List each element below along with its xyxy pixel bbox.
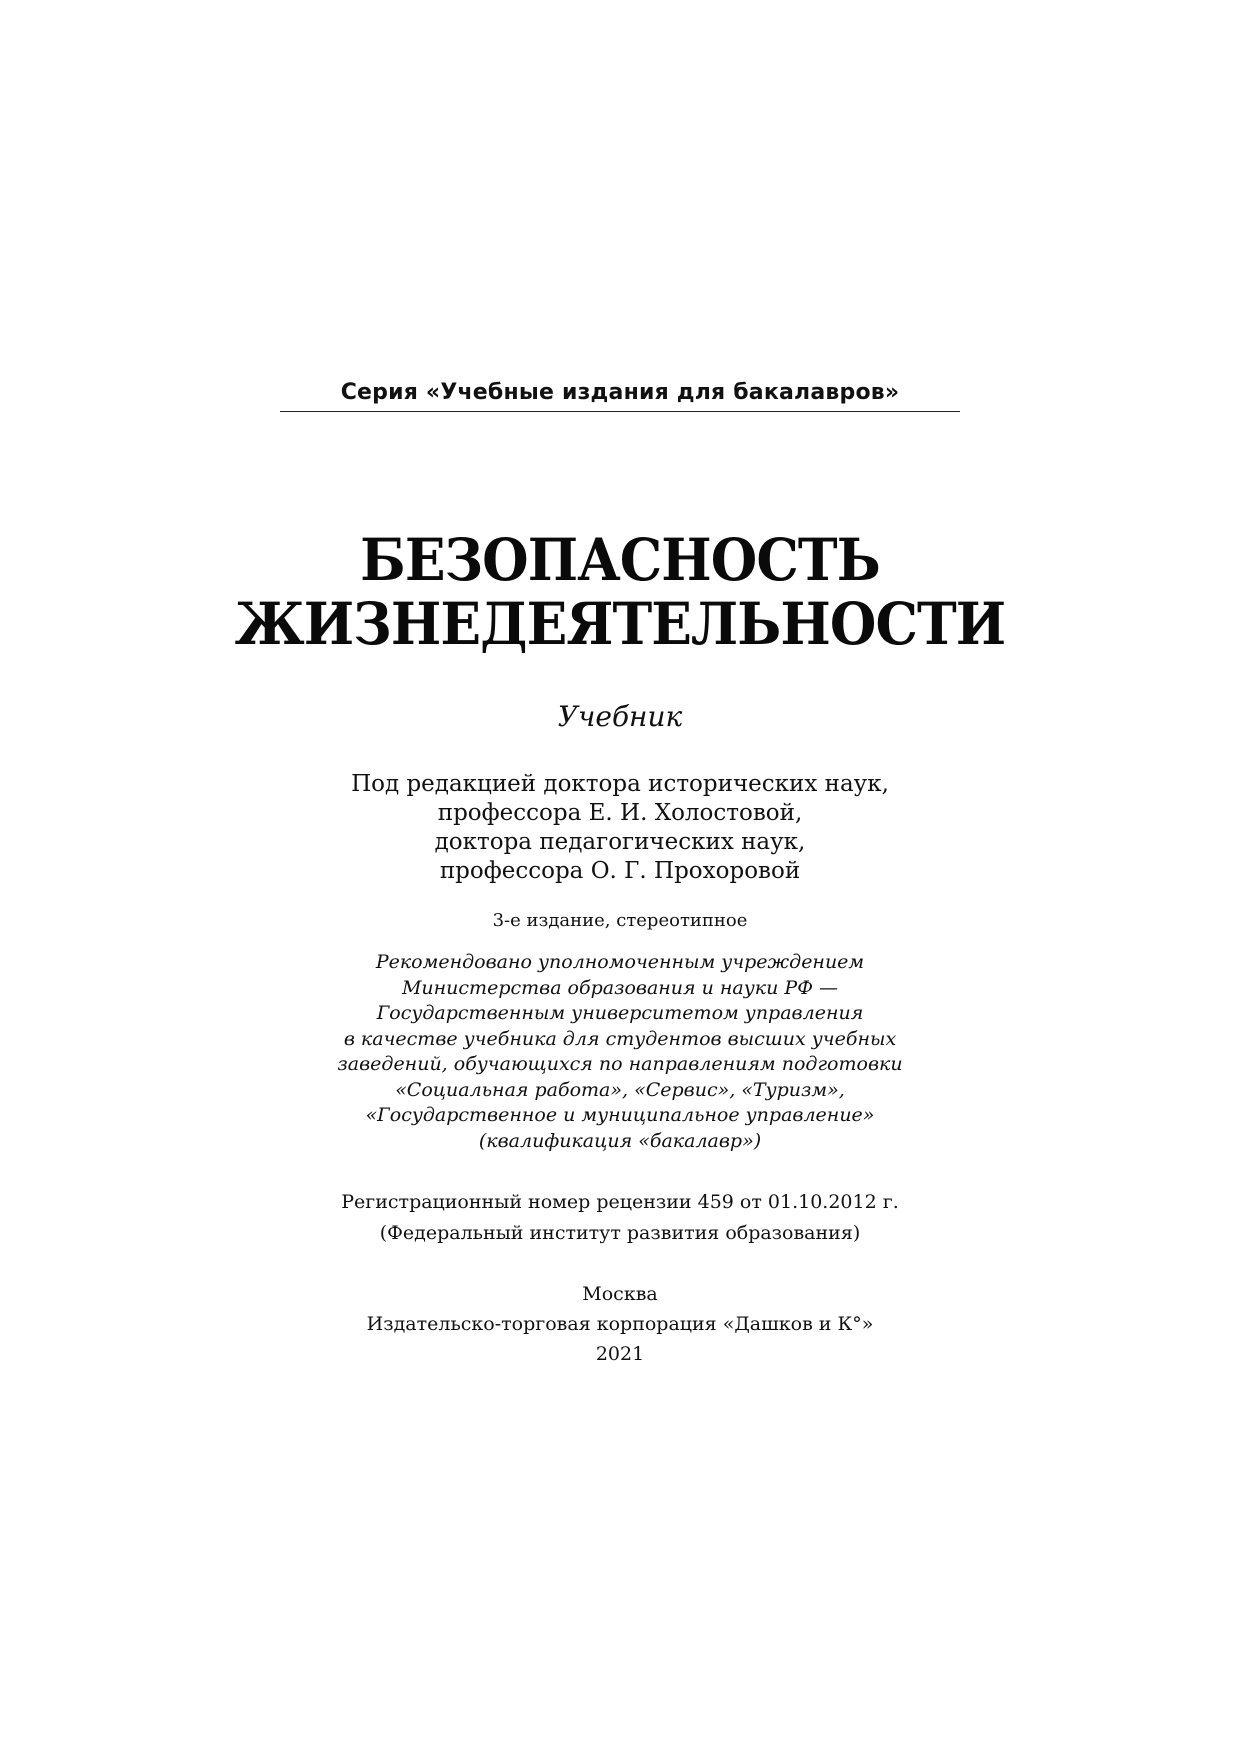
- editors-line: Под редакцией доктора исторических наук,: [351, 771, 889, 797]
- series-label: Серия «Учебные издания для бакалавров»: [340, 380, 900, 405]
- recommendation-line: «Социальная работа», «Сервис», «Туризм»,: [395, 1078, 845, 1101]
- book-subtitle: Учебник: [557, 700, 683, 733]
- registration-block: [250, 1187, 990, 1249]
- imprint-year: 2021: [595, 1343, 645, 1365]
- recommendation-line: Рекомендовано уполномоченным учреждением: [375, 951, 865, 973]
- recommendation-block: [260, 950, 980, 1154]
- recommendation-line: Государственным университетом управления: [376, 1002, 864, 1024]
- recommendation-line: заведений, обучающихся по направлениям подготовки: [337, 1053, 903, 1075]
- imprint-block: [250, 1279, 990, 1369]
- recommendation-line: в качестве учебника для студентов высших учебных: [343, 1027, 897, 1050]
- recommendation-line: «Государственное и муниципальное управление»: [365, 1104, 875, 1126]
- imprint-city: Москва: [582, 1283, 658, 1305]
- editors-block: [240, 770, 1000, 886]
- book-title-line-1: БЕЗОПАСНОСТЬ: [360, 526, 880, 594]
- editors-line: профессора О. Г. Прохоровой: [439, 858, 801, 884]
- registration-line: Регистрационный номер рецензии 459 от 01.10.2012 г.: [341, 1191, 899, 1213]
- series-divider: [280, 411, 960, 412]
- recommendation-line: (квалификация «бакалавр»): [478, 1129, 762, 1152]
- book-title: [215, 528, 1025, 656]
- edition-note: 3-е издание, стереотипное: [492, 910, 748, 931]
- registration-line: (Федеральный институт развития образования): [379, 1222, 861, 1244]
- imprint-publisher: Издательско-торговая корпорация «Дашков и К°»: [366, 1313, 874, 1335]
- book-title-line-2: ЖИЗНЕДЕЯТЕЛЬНОСТИ: [234, 590, 1006, 658]
- editors-line: доктора педагогических наук,: [434, 829, 806, 855]
- editors-line: профессора Е. И. Холостовой,: [437, 800, 803, 826]
- recommendation-line: Министерства образования и науки РФ —: [401, 976, 839, 999]
